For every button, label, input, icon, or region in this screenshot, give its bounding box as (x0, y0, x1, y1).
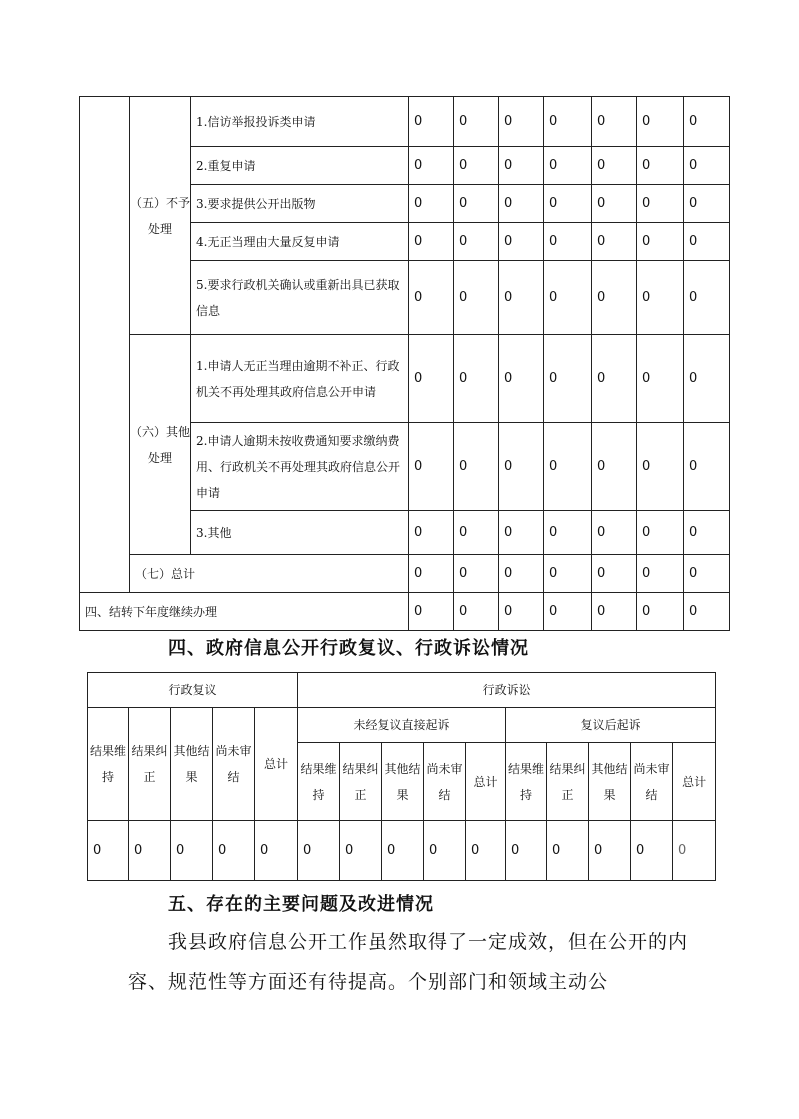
cell-value: 0 (637, 147, 684, 185)
cell-value: 0 (547, 821, 589, 881)
cell-value: 0 (409, 593, 454, 631)
cell-value: 0 (454, 511, 499, 555)
admin-litigation-header: 行政诉讼 (298, 673, 716, 708)
col-header: 尚未审结 (213, 708, 255, 821)
cell-value: 0 (499, 593, 544, 631)
cell-value: 0 (424, 821, 466, 881)
row-label: 2.申请人逾期未按收费通知要求缴纳费用、行政机关不再处理其政府信息公开申请 (191, 423, 409, 511)
cell-value: 0 (589, 821, 631, 881)
cell-value: 0 (637, 223, 684, 261)
row-label: 四、结转下年度继续办理 (80, 593, 409, 631)
col-header: 总计 (466, 743, 506, 821)
row-label: 1.申请人无正当理由逾期不补正、行政机关不再处理其政府信息公开申请 (191, 335, 409, 423)
cell-value: 0 (409, 555, 454, 593)
col-header: 结果维持 (298, 743, 340, 821)
col-header: 尚未审结 (631, 743, 673, 821)
cell-value: 0 (499, 555, 544, 593)
col-header: 结果维持 (88, 708, 129, 821)
cell-value: 0 (592, 261, 637, 335)
cell-value: 0 (454, 97, 499, 147)
cell-value: 0 (637, 555, 684, 593)
cell-value: 0 (340, 821, 382, 881)
cell-value: 0 (454, 185, 499, 223)
col-header: 总计 (255, 708, 298, 821)
cell-value: 0 (544, 185, 592, 223)
row-label: 4.无正当理由大量反复申请 (191, 223, 409, 261)
cell-value: 0 (499, 423, 544, 511)
cell-value: 0 (454, 223, 499, 261)
cell-value: 0 (499, 147, 544, 185)
table-row (88, 708, 716, 743)
cell-value: 0 (684, 555, 730, 593)
cell-value: 0 (544, 511, 592, 555)
cell-value: 0 (129, 821, 171, 881)
col-header: 其他结果 (171, 708, 213, 821)
col-header: 其他结果 (382, 743, 424, 821)
cell-value: 0 (88, 821, 129, 881)
cell-value: 0 (454, 261, 499, 335)
cell-value: 0 (684, 511, 730, 555)
cell-value: 0 (454, 555, 499, 593)
cell-value: 0 (631, 821, 673, 881)
cell-value: 0 (499, 185, 544, 223)
cell-value: 0 (637, 185, 684, 223)
cell-value: 0 (637, 97, 684, 147)
cell-value: 0 (684, 423, 730, 511)
cell-value: 0 (637, 511, 684, 555)
cell-value: 0 (592, 555, 637, 593)
cell-value: 0 (499, 97, 544, 147)
cell-value: 0 (499, 511, 544, 555)
cell-value: 0 (454, 593, 499, 631)
cell-value: 0 (544, 261, 592, 335)
cell-value: 0 (382, 821, 424, 881)
col-header: 尚未审结 (424, 743, 466, 821)
row-label: 3.其他 (191, 511, 409, 555)
cell-value: 0 (544, 97, 592, 147)
cell-value: 0 (637, 335, 684, 423)
cell-value: 0 (592, 593, 637, 631)
cell-value: 0 (409, 147, 454, 185)
cell-value: 0 (544, 593, 592, 631)
cell-value: 0 (409, 261, 454, 335)
row-label: 5.要求行政机关确认或重新出具已获取信息 (191, 261, 409, 335)
cell-value: 0 (592, 97, 637, 147)
cell-value: 0 (544, 555, 592, 593)
cell-value: 0 (544, 335, 592, 423)
cell-value: 0 (684, 97, 730, 147)
cell-value: 0 (592, 511, 637, 555)
cell-value: 0 (684, 223, 730, 261)
cell-value: 0 (409, 335, 454, 423)
cell-value: 0 (499, 335, 544, 423)
cell-value: 0 (298, 821, 340, 881)
cell-value: 0 (637, 261, 684, 335)
after-review-suit-header: 复议后起诉 (506, 708, 716, 743)
table-row (80, 97, 730, 147)
cell-value: 0 (544, 423, 592, 511)
cell-value: 0 (544, 147, 592, 185)
cell-value: 0 (454, 147, 499, 185)
table-row (88, 673, 716, 708)
outer-blank-cell (80, 97, 130, 593)
row-label: 2.重复申请 (191, 147, 409, 185)
cell-value: 0 (454, 423, 499, 511)
col-header: 结果纠正 (547, 743, 589, 821)
cell-value: 0 (544, 223, 592, 261)
body-paragraph: 我县政府信息公开工作虽然取得了一定成效，但在公开的内容、规范性等方面还有待提高。个别部门和领域主动公 (128, 931, 689, 993)
cell-value: 0 (592, 223, 637, 261)
table-row (88, 821, 716, 881)
direct-suit-header: 未经复议直接起诉 (298, 708, 506, 743)
cell-value: 0 (466, 821, 506, 881)
cell-value: 0 (255, 821, 298, 881)
table-row-total (80, 555, 730, 593)
cell-value: 0 (409, 223, 454, 261)
cell-value: 0 (213, 821, 255, 881)
col-header: 其他结果 (589, 743, 631, 821)
cell-value: 0 (499, 261, 544, 335)
row-label: 3.要求提供公开出版物 (191, 185, 409, 223)
row-label: 1.信访举报投诉类申请 (191, 97, 409, 147)
cell-value: 0 (409, 423, 454, 511)
review-litigation-table (87, 672, 716, 881)
section-heading: 五、存在的主要问题及改进情况 (168, 894, 434, 915)
group-label: （六）其他处理 (130, 335, 191, 555)
cell-value: 0 (684, 593, 730, 631)
cell-value: 0 (506, 821, 547, 881)
col-header: 结果维持 (506, 743, 547, 821)
cell-value: 0 (409, 511, 454, 555)
cell-value: 0 (409, 185, 454, 223)
cell-value: 0 (409, 97, 454, 147)
table-row-carryover (80, 593, 730, 631)
cell-value: 0 (684, 335, 730, 423)
cell-value: 0 (684, 261, 730, 335)
cell-value: 0 (684, 147, 730, 185)
row-label: （七）总计 (130, 555, 409, 593)
col-header: 结果纠正 (340, 743, 382, 821)
cell-value: 0 (499, 223, 544, 261)
cell-value: 0 (592, 423, 637, 511)
section-heading: 四、政府信息公开行政复议、行政诉讼情况 (168, 638, 529, 659)
application-handling-table (79, 96, 730, 631)
col-header: 结果纠正 (129, 708, 171, 821)
admin-review-header: 行政复议 (88, 673, 298, 708)
group-label: （五）不予处理 (130, 97, 191, 335)
cell-value: 0 (684, 185, 730, 223)
table-row (80, 335, 730, 423)
cell-value: 0 (673, 821, 716, 881)
cell-value: 0 (637, 423, 684, 511)
cell-value: 0 (592, 335, 637, 423)
cell-value: 0 (454, 335, 499, 423)
cell-value: 0 (171, 821, 213, 881)
cell-value: 0 (592, 147, 637, 185)
cell-value: 0 (592, 185, 637, 223)
col-header: 总计 (673, 743, 716, 821)
cell-value: 0 (637, 593, 684, 631)
